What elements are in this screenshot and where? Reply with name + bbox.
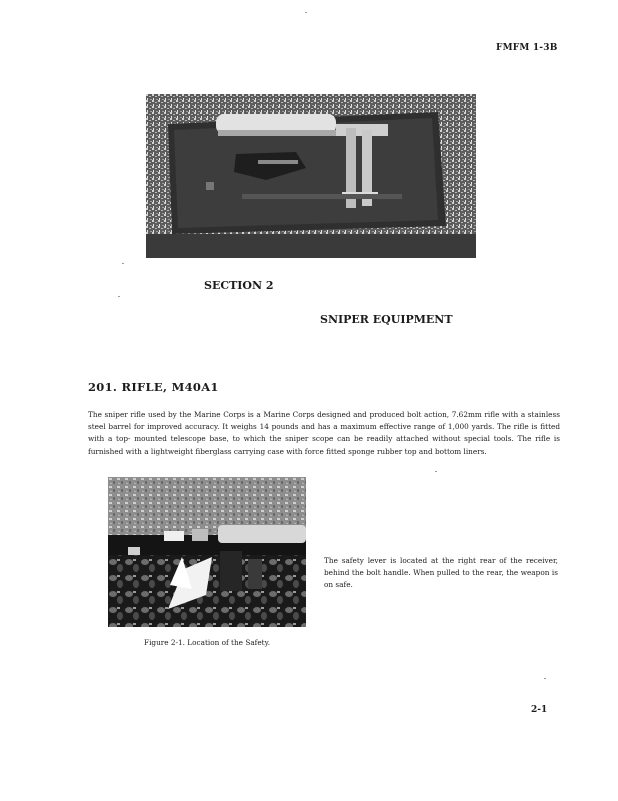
body-paragraph: The sniper rifle used by the Marine Corps is a Marine Corps designed and produced bolt action, 7.62mm rifle with a stainless steel barrel for improved accuracy. It weighs 14 pounds and has a maximum effective range of 1,000 yards. The rifle is fitted with a top- mounted telescope base, to which the sniper scope can be readily attached without special tools. The rifle is furnished with a lightweight fiberglass carrying case with force fitted sponge rubber top and bottom liners. (88, 410, 560, 456)
rifle-case-photo (146, 94, 476, 258)
section-number: SECTION 2 (204, 279, 274, 292)
scan-speck (122, 263, 124, 264)
figure-caption: Figure 2-1. Location of the Safety. (144, 638, 271, 647)
scan-speck (118, 296, 120, 297)
document-code: FMFM 1-3B (496, 43, 558, 53)
scan-speck (435, 471, 437, 472)
page-number: 2-1 (531, 705, 548, 715)
section-title: SNIPER EQUIPMENT (320, 313, 453, 326)
safety-location-photo (108, 477, 306, 627)
figure-description: The safety lever is located at the right rear of the receiver, behind the bolt handle. When pulled to the rear, the weapon is on safe. (324, 556, 558, 590)
scan-speck (305, 12, 307, 13)
subsection-heading: 201. RIFLE, M40A1 (88, 380, 219, 394)
scan-speck (544, 678, 546, 679)
